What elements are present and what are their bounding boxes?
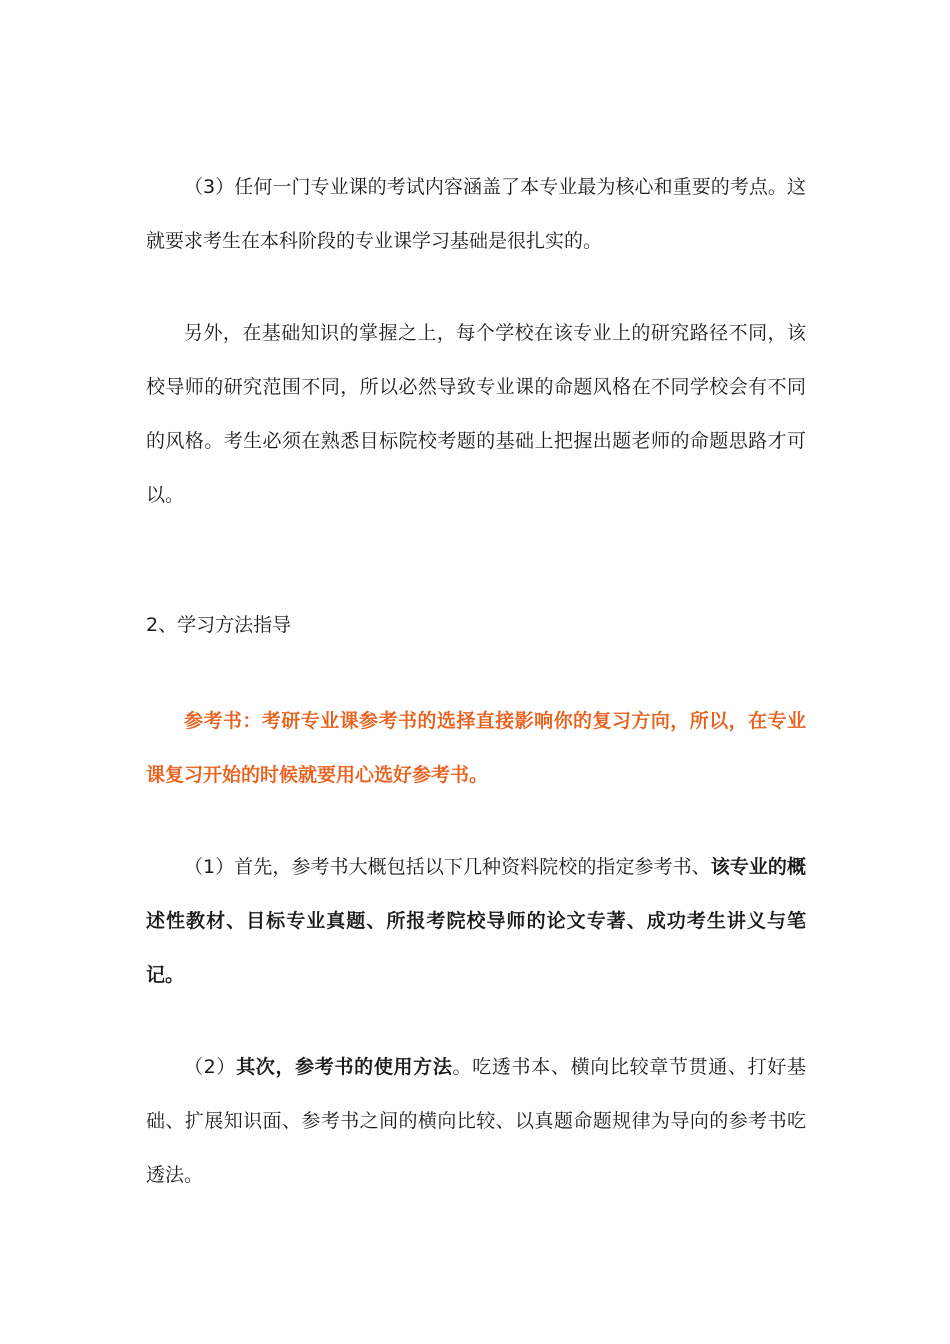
paragraph-reference-book-types (146, 840, 806, 1002)
paragraph-research-direction (146, 306, 806, 522)
paragraph-text-normal: （1）首先，参考书大概包括以下几种资料院校的指定参考书、 (184, 856, 711, 878)
paragraph-text-bold: 该专业的概述性教材、目标专业真题、所报考院校导师的论文专著、成功考生讲义与笔记。 (146, 856, 806, 986)
section-heading-study-methods: 2、学习方法指导 (146, 614, 292, 636)
paragraph-text-normal: 。吃透书本、横向比较章节贯通、打好基础、扩展知识面、参考书之间的横向比较、以真题命题规律为导向的参考书吃透法。 (146, 1056, 806, 1186)
paragraph-text: （3）任何一门专业课的考试内容涵盖了本专业最为核心和重要的考点。这就要求考生在本科阶段的专业课学习基础是很扎实的。 (146, 176, 806, 252)
paragraph-reference-books-intro (146, 694, 806, 802)
paragraph-text-bold: 其次，参考书的使用方法 (236, 1056, 453, 1078)
paragraph-reference-book-usage (146, 1040, 806, 1202)
paragraph-text: 参考书：考研专业课参考书的选择直接影响你的复习方向，所以，在专业课复习开始的时候就要用心选好参考书。 (146, 710, 806, 786)
paragraph-text-prefix: （2） (184, 1056, 237, 1078)
paragraph-text: 另外，在基础知识的掌握之上，每个学校在该专业上的研究路径不同，该校导师的研究范围不同，所以必然导致专业课的命题风格在不同学校会有不同的风格。考生必须在熟悉目标院校考题的基础上把握出题老师的命题思路才可以。 (146, 322, 806, 506)
paragraph-core-exam-points (146, 160, 806, 268)
